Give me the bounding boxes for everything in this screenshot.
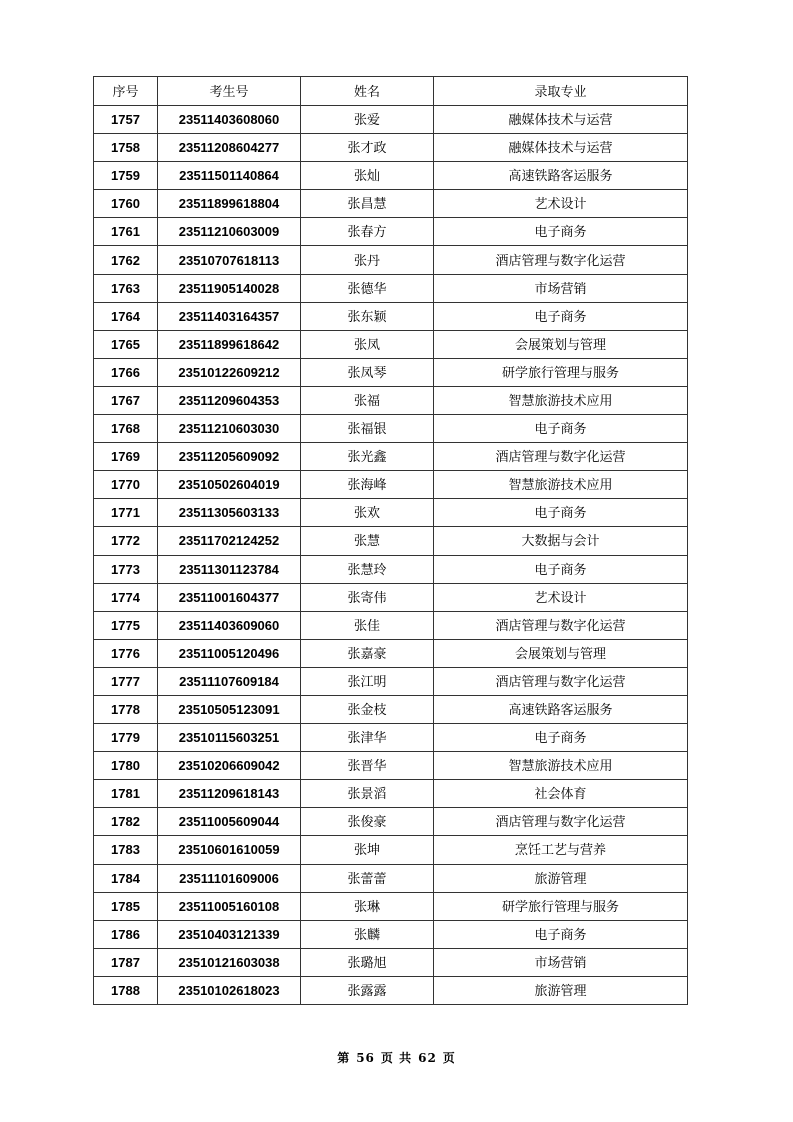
- table-row: [94, 639, 688, 667]
- cell-major: 融媒体技术与运营: [434, 106, 688, 134]
- cell-name: 张寄伟: [301, 583, 434, 611]
- cell-name: 张俊豪: [301, 808, 434, 836]
- cell-index: 1783: [94, 836, 158, 864]
- table-row: [94, 415, 688, 443]
- cell-name: 张津华: [301, 724, 434, 752]
- cell-exam-id: 23511899618642: [158, 330, 301, 358]
- cell-index: 1776: [94, 639, 158, 667]
- table-row: [94, 162, 688, 190]
- cell-name: 张晋华: [301, 752, 434, 780]
- cell-exam-id: 23511205609092: [158, 443, 301, 471]
- cell-exam-id: 23511403608060: [158, 106, 301, 134]
- header-name: 姓名: [301, 77, 434, 106]
- cell-exam-id: 23511403609060: [158, 611, 301, 639]
- cell-major: 酒店管理与数字化运营: [434, 443, 688, 471]
- cell-major: 高速铁路客运服务: [434, 695, 688, 723]
- table-row: [94, 920, 688, 948]
- footer-prefix: 第: [337, 1051, 351, 1065]
- cell-name: 张东颖: [301, 302, 434, 330]
- cell-major: 烹饪工艺与营养: [434, 836, 688, 864]
- cell-name: 张凤: [301, 330, 434, 358]
- cell-exam-id: 23511107609184: [158, 667, 301, 695]
- cell-major: 会展策划与管理: [434, 639, 688, 667]
- cell-exam-id: 23510206609042: [158, 752, 301, 780]
- table-body: [94, 106, 688, 1005]
- cell-index: 1765: [94, 330, 158, 358]
- footer-page-number: 56: [356, 1051, 375, 1065]
- cell-exam-id: 23511208604277: [158, 134, 301, 162]
- table-row: [94, 583, 688, 611]
- cell-index: 1775: [94, 611, 158, 639]
- cell-major: 智慧旅游技术应用: [434, 386, 688, 414]
- cell-exam-id: 23511403164357: [158, 302, 301, 330]
- cell-index: 1774: [94, 583, 158, 611]
- cell-name: 张凤琴: [301, 358, 434, 386]
- cell-index: 1766: [94, 358, 158, 386]
- cell-index: 1761: [94, 218, 158, 246]
- cell-index: 1768: [94, 415, 158, 443]
- cell-index: 1762: [94, 246, 158, 274]
- cell-major: 电子商务: [434, 920, 688, 948]
- cell-exam-id: 23511101609006: [158, 864, 301, 892]
- footer-total-pages: 62: [418, 1051, 437, 1065]
- cell-index: 1773: [94, 555, 158, 583]
- cell-major: 电子商务: [434, 302, 688, 330]
- cell-name: 张景滔: [301, 780, 434, 808]
- cell-exam-id: 23510505123091: [158, 695, 301, 723]
- cell-exam-id: 23510115603251: [158, 724, 301, 752]
- table-header-row: [94, 77, 688, 106]
- cell-name: 张慧: [301, 527, 434, 555]
- cell-exam-id: 23511501140864: [158, 162, 301, 190]
- table-row: [94, 218, 688, 246]
- table-row: [94, 358, 688, 386]
- cell-name: 张春方: [301, 218, 434, 246]
- cell-name: 张欢: [301, 499, 434, 527]
- cell-exam-id: 23511001604377: [158, 583, 301, 611]
- cell-name: 张海峰: [301, 471, 434, 499]
- cell-name: 张琳: [301, 892, 434, 920]
- cell-name: 张金枝: [301, 695, 434, 723]
- cell-major: 市场营销: [434, 274, 688, 302]
- table-row: [94, 752, 688, 780]
- cell-index: 1770: [94, 471, 158, 499]
- cell-major: 电子商务: [434, 555, 688, 583]
- table-row: [94, 246, 688, 274]
- table-row: [94, 611, 688, 639]
- table-row: [94, 302, 688, 330]
- cell-exam-id: 23511005120496: [158, 639, 301, 667]
- cell-name: 张蕾蕾: [301, 864, 434, 892]
- cell-major: 社会体育: [434, 780, 688, 808]
- cell-name: 张露露: [301, 976, 434, 1004]
- cell-major: 电子商务: [434, 499, 688, 527]
- table-row: [94, 724, 688, 752]
- cell-name: 张爱: [301, 106, 434, 134]
- cell-major: 智慧旅游技术应用: [434, 752, 688, 780]
- cell-name: 张丹: [301, 246, 434, 274]
- cell-exam-id: 23510122609212: [158, 358, 301, 386]
- cell-index: 1777: [94, 667, 158, 695]
- cell-exam-id: 23511005160108: [158, 892, 301, 920]
- cell-name: 张福: [301, 386, 434, 414]
- cell-index: 1767: [94, 386, 158, 414]
- admission-table: [93, 76, 688, 1005]
- table-row: [94, 443, 688, 471]
- header-index: 序号: [94, 77, 158, 106]
- cell-major: 艺术设计: [434, 190, 688, 218]
- table-row: [94, 190, 688, 218]
- cell-name: 张璐旭: [301, 948, 434, 976]
- cell-exam-id: 23511305603133: [158, 499, 301, 527]
- cell-index: 1772: [94, 527, 158, 555]
- cell-exam-id: 23511209618143: [158, 780, 301, 808]
- page-footer: [0, 1049, 793, 1066]
- cell-exam-id: 23510102618023: [158, 976, 301, 1004]
- cell-name: 张嘉豪: [301, 639, 434, 667]
- cell-major: 电子商务: [434, 724, 688, 752]
- cell-major: 酒店管理与数字化运营: [434, 246, 688, 274]
- cell-name: 张江明: [301, 667, 434, 695]
- cell-name: 张才政: [301, 134, 434, 162]
- table-row: [94, 780, 688, 808]
- cell-exam-id: 23510121603038: [158, 948, 301, 976]
- header-major: 录取专业: [434, 77, 688, 106]
- cell-index: 1787: [94, 948, 158, 976]
- table-row: [94, 330, 688, 358]
- cell-index: 1779: [94, 724, 158, 752]
- cell-exam-id: 23511210603009: [158, 218, 301, 246]
- cell-major: 艺术设计: [434, 583, 688, 611]
- cell-name: 张福银: [301, 415, 434, 443]
- cell-exam-id: 23511702124252: [158, 527, 301, 555]
- cell-major: 研学旅行管理与服务: [434, 358, 688, 386]
- table-row: [94, 274, 688, 302]
- header-exam-id: 考生号: [158, 77, 301, 106]
- cell-major: 旅游管理: [434, 976, 688, 1004]
- cell-index: 1782: [94, 808, 158, 836]
- cell-major: 大数据与会计: [434, 527, 688, 555]
- cell-exam-id: 23510403121339: [158, 920, 301, 948]
- cell-index: 1764: [94, 302, 158, 330]
- cell-index: 1780: [94, 752, 158, 780]
- cell-index: 1784: [94, 864, 158, 892]
- cell-index: 1763: [94, 274, 158, 302]
- table-row: [94, 499, 688, 527]
- cell-major: 智慧旅游技术应用: [434, 471, 688, 499]
- table-row: [94, 864, 688, 892]
- table-row: [94, 808, 688, 836]
- cell-major: 酒店管理与数字化运营: [434, 611, 688, 639]
- cell-index: 1760: [94, 190, 158, 218]
- footer-middle: 页 共: [380, 1051, 413, 1065]
- table-row: [94, 106, 688, 134]
- table-row: [94, 471, 688, 499]
- table-row: [94, 527, 688, 555]
- cell-major: 会展策划与管理: [434, 330, 688, 358]
- footer-suffix: 页: [442, 1051, 456, 1065]
- table-row: [94, 976, 688, 1004]
- cell-major: 电子商务: [434, 218, 688, 246]
- cell-major: 电子商务: [434, 415, 688, 443]
- cell-exam-id: 23511899618804: [158, 190, 301, 218]
- cell-name: 张德华: [301, 274, 434, 302]
- table-row: [94, 836, 688, 864]
- cell-major: 融媒体技术与运营: [434, 134, 688, 162]
- table-row: [94, 667, 688, 695]
- cell-index: 1758: [94, 134, 158, 162]
- cell-index: 1769: [94, 443, 158, 471]
- table-row: [94, 948, 688, 976]
- cell-major: 高速铁路客运服务: [434, 162, 688, 190]
- cell-name: 张慧玲: [301, 555, 434, 583]
- cell-exam-id: 23511210603030: [158, 415, 301, 443]
- cell-major: 酒店管理与数字化运营: [434, 667, 688, 695]
- table-row: [94, 386, 688, 414]
- cell-exam-id: 23511905140028: [158, 274, 301, 302]
- cell-index: 1759: [94, 162, 158, 190]
- cell-major: 研学旅行管理与服务: [434, 892, 688, 920]
- cell-exam-id: 23510502604019: [158, 471, 301, 499]
- cell-exam-id: 23510707618113: [158, 246, 301, 274]
- table-row: [94, 892, 688, 920]
- cell-exam-id: 23510601610059: [158, 836, 301, 864]
- cell-name: 张光鑫: [301, 443, 434, 471]
- cell-index: 1778: [94, 695, 158, 723]
- cell-index: 1788: [94, 976, 158, 1004]
- cell-exam-id: 23511005609044: [158, 808, 301, 836]
- cell-index: 1771: [94, 499, 158, 527]
- table-row: [94, 134, 688, 162]
- cell-major: 旅游管理: [434, 864, 688, 892]
- table-row: [94, 555, 688, 583]
- cell-name: 张坤: [301, 836, 434, 864]
- cell-name: 张麟: [301, 920, 434, 948]
- cell-major: 酒店管理与数字化运营: [434, 808, 688, 836]
- cell-index: 1785: [94, 892, 158, 920]
- cell-major: 市场营销: [434, 948, 688, 976]
- cell-index: 1786: [94, 920, 158, 948]
- cell-exam-id: 23511301123784: [158, 555, 301, 583]
- cell-index: 1781: [94, 780, 158, 808]
- table-row: [94, 695, 688, 723]
- cell-index: 1757: [94, 106, 158, 134]
- cell-exam-id: 23511209604353: [158, 386, 301, 414]
- cell-name: 张昌慧: [301, 190, 434, 218]
- cell-name: 张佳: [301, 611, 434, 639]
- cell-name: 张灿: [301, 162, 434, 190]
